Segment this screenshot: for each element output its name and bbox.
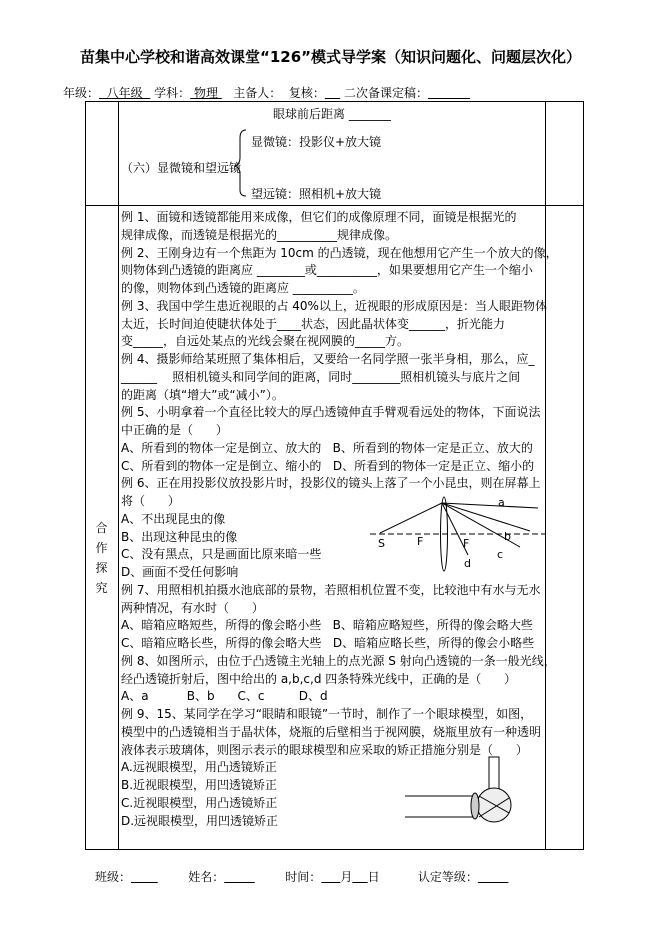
question-line: 太近，长时间迫使睫状体处于____状态，因此晶状体变______，折光能力 [121, 316, 506, 331]
question-line: 的像，则物体到凸透镜的距离应 __________。 [121, 281, 365, 295]
question-line: 规律成像，而透镜是根据光的__________规律成像。 [121, 227, 398, 242]
question-line: 例 2、王刚身边有一个焦距为 10cm 的凸透镜，现在他想用它产生一个放大的像， [121, 245, 558, 260]
level-label: 认定等级： [417, 870, 478, 884]
header-meta [63, 86, 470, 100]
class-field [131, 870, 158, 884]
question-line: A.远视眼模型，用凸透镜矫正 [121, 760, 277, 775]
eyeball-model-diagram [405, 755, 525, 825]
telescope-text: 望远镜：照相机+放大镜 [251, 187, 382, 201]
question-line: 将（ ） [121, 494, 180, 508]
question-line: 例 6、正在用投影仪放投影片时，投影仪的镜头上落了一个小昆虫，则在屏幕上 [121, 476, 541, 491]
page-title: 苗集中心学校和谐高效课堂“126”模式导学案（知识问题化、问题层次化） [80, 48, 582, 66]
section-heading: （六）显微镜和望远镜 [121, 161, 242, 175]
footer [95, 868, 508, 885]
label-s: S [378, 537, 385, 550]
time-label: 时间： [285, 870, 322, 884]
column-divider-1 [118, 101, 119, 850]
subject-value: 物理 [190, 86, 222, 100]
question-line: 变_____，自远处某点的光线会聚在视网膜的_____方。 [121, 334, 410, 349]
class-label: 班级： [95, 870, 132, 884]
row-divider [85, 205, 583, 206]
column-divider-2 [545, 101, 546, 850]
question-line: 的距离（填“增大”或“减小”）。 [121, 387, 284, 402]
question-line: C.近视眼模型，用凸透镜矫正 [121, 795, 278, 810]
question-line: C、暗箱应略长些，所得的像会略大些 D、暗箱应略长些，所得的像会小略些 [121, 636, 535, 650]
side-label: 合作探究 [95, 521, 108, 595]
question-line: ______ 照相机镜头和同学间的距离，同时________照相机镜头与底片之间 [121, 369, 521, 384]
lens-ray-diagram [370, 495, 545, 575]
question-line: D.远视眼模型，用凹透镜矫正 [121, 813, 279, 828]
microscope-text: 显微镜：投影仪+放大镜 [251, 135, 382, 149]
grade-label: 年级： [63, 86, 100, 100]
day-label: 日 [367, 870, 380, 884]
question-line: 例 8、如图所示，由位于凸透镜主光轴上的点光源 S 射向凸透镜的一条一般光线， [121, 653, 556, 668]
question-line: 液体表示玻璃体，则图示表示的眼球模型和应采取的矫正措施分别是（ ） [121, 742, 528, 757]
name-field [224, 870, 255, 884]
review-label: 复核： [288, 86, 325, 100]
question-line: D、画面不受任何影响 [121, 565, 239, 579]
question-line: 中正确的是（ ） [121, 423, 228, 437]
preparer-label: 主备人： [233, 86, 282, 100]
brace-icon [234, 128, 250, 198]
question-line: B.近视眼模型，用凹透镜矫正 [121, 778, 278, 792]
question-line: B、出现这种昆虫的像 [121, 529, 238, 544]
eyeball-distance: 眼球前后距离 _______ [273, 107, 391, 121]
question-line: 例 7、用照相机拍摄水池底部的景物，若照相机位置不变，比较池中有水与无水 [121, 582, 541, 597]
question-line: A、暗箱应略短些，所得的像会略小些 B、暗箱应略短些，所得的像会略大些 [121, 618, 533, 633]
month-label: 月 [340, 870, 353, 884]
final-value [428, 86, 470, 100]
question-line: 则物体到凸透镜的距离应 ________或__________，如果要想用它产生一个缩小 [121, 263, 533, 278]
label-c: c [497, 548, 504, 561]
question-line: 例 5、小明拿着一个直径比较大的厚凸透镜伸直手臂观看远处的物体，下面说法 [121, 405, 541, 420]
label-f2: F [463, 537, 470, 550]
question-line: A、a B、b C、c D、d [121, 689, 328, 704]
question-line: 模型中的凸透镜相当于晶状体，烧瓶的后壁相当于视网膜，烧瓶里放有一种透明 [121, 724, 542, 739]
label-a: a [498, 496, 505, 509]
level-field [478, 870, 509, 884]
question-line: 经凸透镜折射后，图中给出的 a,b,c,d 四条特殊光线中，正确的是（ ） [121, 671, 517, 686]
table-border-right [583, 101, 584, 850]
question-line: A、不出现昆虫的像 [121, 511, 226, 526]
question-line: A、所看到的物体一定是倒立、放大的 B、所看到的物体一定是正立、放大的 [121, 440, 533, 455]
question-line: 例 1、面镜和透镜都能用来成像，但它们的成像原理不同，面镜是根据光的 [121, 210, 517, 224]
label-f1: F [417, 535, 424, 548]
final-label: 二次备课定稿： [343, 86, 428, 100]
name-label: 姓名： [188, 870, 225, 884]
review-value [325, 86, 340, 100]
table-border-bottom [85, 849, 583, 850]
question-line: 例 4、摄影师给某班照了集体相后，又要给一名同学照一张半身相，那么，应_ [121, 352, 535, 366]
table-border-top [85, 101, 583, 102]
label-b: b [504, 530, 511, 543]
table-border-left [85, 101, 86, 850]
question-line: 例 3、我国中学生患近视眼的占 40%以上，近视眼的形成原因是：当人眼距物体 [121, 298, 547, 313]
grade-value: 八年级 [99, 86, 151, 100]
label-d: d [464, 557, 471, 570]
subject-label: 学科： [154, 86, 191, 100]
question-line: 两种情况，有水时（ ） [121, 600, 264, 615]
question-line: C、所看到的物体一定是倒立、缩小的 D、所看到的物体一定是正立、缩小的 [121, 458, 535, 473]
question-line: 例 9、15、某同学在学习“眼睛和眼镜”一节时，制作了一个眼球模型，如图， [121, 707, 533, 721]
question-line: C、没有黑点，只是画面比原来暗一些 [121, 547, 322, 562]
